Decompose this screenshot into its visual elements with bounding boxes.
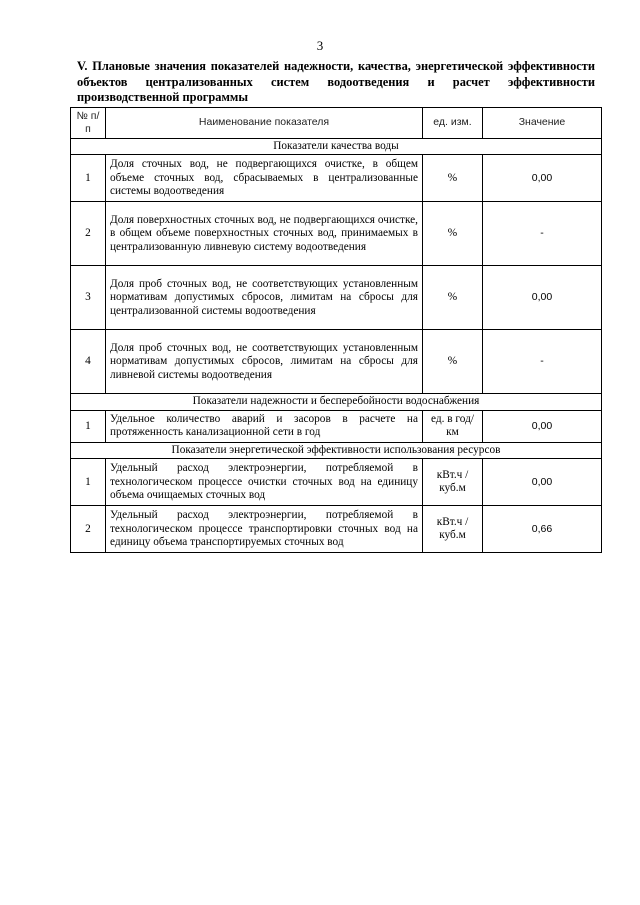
section-row-energy xyxy=(71,442,602,458)
row-num: 1 xyxy=(71,459,106,506)
header-name: Наименование показателя xyxy=(106,108,423,139)
row-num: 1 xyxy=(71,410,106,442)
table-row xyxy=(71,506,602,553)
row-value: 0,00 xyxy=(483,459,602,506)
section-title-energy: Показатели энергетической эффективности использования ресурсов xyxy=(71,442,602,458)
row-num: 2 xyxy=(71,202,106,266)
row-unit: % xyxy=(423,266,483,330)
row-num: 4 xyxy=(71,330,106,394)
row-unit: кВт.ч / куб.м xyxy=(423,506,483,553)
row-value: 0,00 xyxy=(483,410,602,442)
section-title: V. Плановые значения показателей надежности, качества, энергетической эффективности объектов централизованных систем водоотведения и расчет эффективности производственной программы xyxy=(77,59,595,104)
row-num: 2 xyxy=(71,506,106,553)
row-name: Удельный расход электроэнергии, потребляемой в технологическом процессе очистки сточных вод на единицу объема очищаемых сточных вод xyxy=(106,459,423,506)
row-name: Доля проб сточных вод, не соответствующих установленным нормативам допустимых сбросов, лимитам на сбросы для централизованной системы водоотведения xyxy=(106,266,423,330)
indicators-table xyxy=(70,107,602,553)
table-row xyxy=(71,330,602,394)
row-value: - xyxy=(483,330,602,394)
row-unit: % xyxy=(423,330,483,394)
table-row xyxy=(71,202,602,266)
table-header-row xyxy=(71,108,602,139)
header-value: Значение xyxy=(483,108,602,139)
row-value: 0,00 xyxy=(483,266,602,330)
table-row xyxy=(71,266,602,330)
table-row xyxy=(71,155,602,202)
row-unit: % xyxy=(423,155,483,202)
row-name: Удельный расход электроэнергии, потребляемой в технологическом процессе транспортировки сточных вод на единицу объема транспортируемых сточных вод xyxy=(106,506,423,553)
header-unit: ед. изм. xyxy=(423,108,483,139)
table-row xyxy=(71,459,602,506)
row-num: 1 xyxy=(71,155,106,202)
row-name: Удельное количество аварий и засоров в расчете на протяженность канализационной сети в год xyxy=(106,410,423,442)
row-name: Доля проб сточных вод, не соответствующих установленным нормативам допустимых сбросов, лимитам на сбросы для ливневой системы водоотведения xyxy=(106,330,423,394)
page-number: 3 xyxy=(316,38,324,53)
section-row-reliability xyxy=(71,394,602,410)
row-value: 0,66 xyxy=(483,506,602,553)
row-unit: % xyxy=(423,202,483,266)
table-row xyxy=(71,410,602,442)
row-num: 3 xyxy=(71,266,106,330)
row-value: - xyxy=(483,202,602,266)
row-name: Доля поверхностных сточных вод, не подвергающихся очистке, в общем объеме поверхностных сточных вод, принимаемых в централизованную ливневую систему водоотведения xyxy=(106,202,423,266)
section-title-water-quality: Показатели качества воды xyxy=(71,139,602,155)
row-unit: ед. в год/ км xyxy=(423,410,483,442)
row-name: Доля сточных вод, не подвергающихся очистке, в общем объеме сточных вод, сбрасываемых в централизованные системы водоотведения xyxy=(106,155,423,202)
section-row-water-quality xyxy=(71,139,602,155)
row-value: 0,00 xyxy=(483,155,602,202)
row-unit: кВт.ч / куб.м xyxy=(423,459,483,506)
header-num: № п/п xyxy=(71,108,106,139)
section-title-reliability: Показатели надежности и бесперебойности водоснабжения xyxy=(71,394,602,410)
